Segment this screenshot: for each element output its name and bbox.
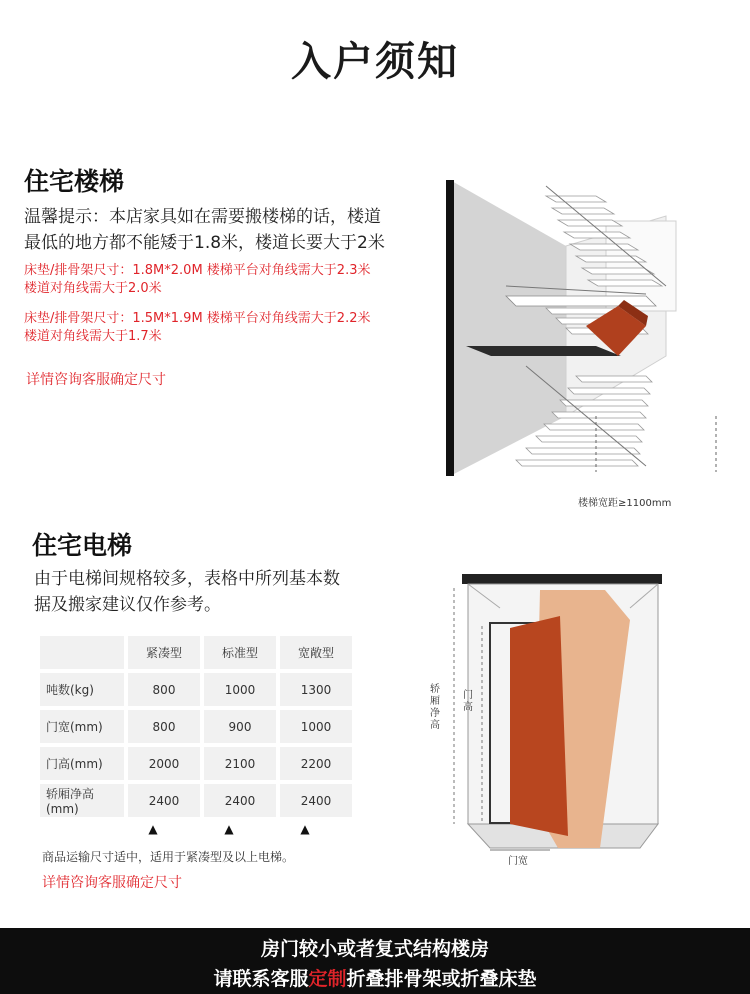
elevator-note: 商品运输尺寸适中，适用于紧凑型及以上电梯。 [42,850,295,864]
row-header: 门高(mm) [40,747,124,780]
stairs-spec-2 [24,310,444,346]
stairs-consult: 详情咨询客服确定尺寸 [26,372,166,388]
spec-line: 床垫/排骨架尺寸：1.5M*1.9M 楼梯平台对角线需大于2.2米 [24,311,371,326]
triangle-marker: ▲ [224,822,234,836]
column-header: 宽敞型 [280,636,352,669]
table-cell: 2000 [128,747,200,780]
row-header: 吨数(kg) [40,673,124,706]
spec-line: 床垫/排骨架尺寸：1.8M*2.0M 楼梯平台对角线需大于2.3米 [24,263,371,278]
row-header: 门宽(mm) [40,710,124,743]
table-corner-cell [40,636,124,669]
triangle-marker: ▲ [148,822,158,836]
table-cell: 1000 [280,710,352,743]
elevator-intro [34,566,414,618]
table-cell: 800 [128,673,200,706]
table-cell: 2400 [204,784,276,817]
table-cell: 2200 [280,747,352,780]
table-cell: 2400 [280,784,352,817]
elevator-illustration [440,568,670,868]
column-header: 标准型 [204,636,276,669]
bottom-banner [0,928,750,994]
column-header: 紧凑型 [128,636,200,669]
stairs-tip-line: 温馨提示：本店家具如在需要搬楼梯的话，楼道 [24,207,381,227]
table-cell: 800 [128,710,200,743]
banner-line-1: 房门较小或者复式结构楼房 [260,938,489,960]
table-cell: 2400 [128,784,200,817]
table-cell: 900 [204,710,276,743]
stair-width-label: 楼梯宽距≥1100mm [578,498,672,509]
intro-line: 据及搬家建议仅作参考。 [34,595,221,615]
stairs-tip-line: 最低的地方都不能矮于1.8米，楼道长要大于2米 [24,233,385,253]
row-header: 轿厢净高(mm) [40,784,124,817]
spec-line: 楼道对角线需大于2.0米 [24,281,162,296]
table-row [40,710,352,743]
table-cell: 1000 [204,673,276,706]
stairs-spec-1 [24,262,444,298]
door-width-label: 门宽 [508,856,528,867]
car-height-label: 轿厢净高 [430,684,440,731]
banner-line-2 [0,964,750,991]
elevator-heading: 住宅电梯 [32,531,133,560]
page-title: 入户须知 [291,39,459,85]
elevator-consult: 详情咨询客服确定尺寸 [42,875,182,891]
elevator-spec-table [36,632,356,821]
table-cell: 1300 [280,673,352,706]
stairs-heading: 住宅楼梯 [24,167,125,196]
spec-line: 楼道对角线需大于1.7米 [24,329,162,344]
stairs-tip [24,204,444,256]
banner-prefix: 请联系客服 [213,968,309,990]
table-row [40,784,352,817]
table-row [40,747,352,780]
banner-suffix: 折叠排骨架或折叠床垫 [346,968,537,990]
staircase-illustration [446,176,736,476]
banner-highlight: 定制 [308,968,347,990]
table-cell: 2100 [204,747,276,780]
door-height-label: 门高 [463,690,473,713]
table-header-row [40,636,352,669]
triangle-marker: ▲ [300,822,310,836]
table-row [40,673,352,706]
intro-line: 由于电梯间规格较多，表格中所列基本数 [34,569,340,589]
